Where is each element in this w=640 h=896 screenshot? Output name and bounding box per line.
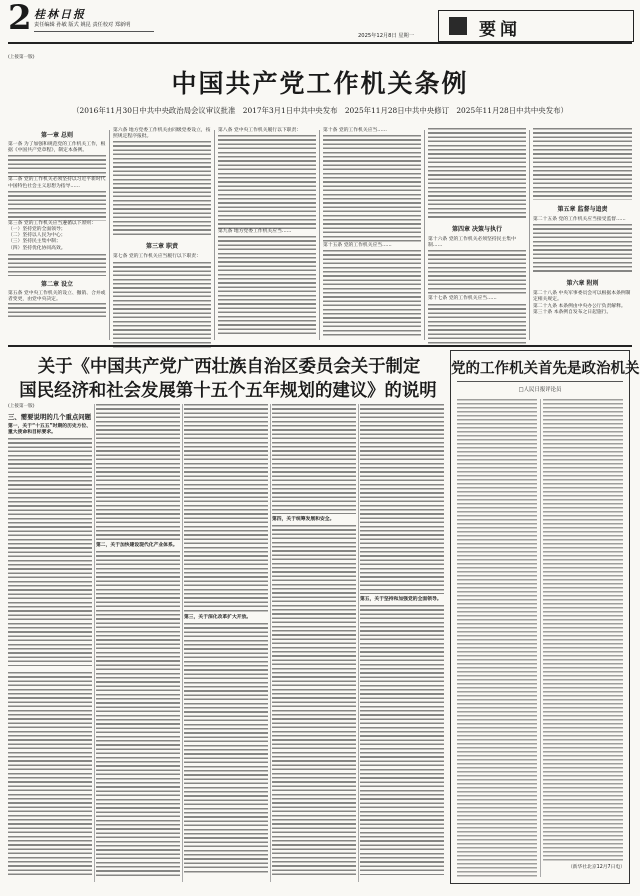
text-block xyxy=(8,438,92,666)
chapter-heading: 第一章 总则 xyxy=(40,132,74,139)
column-divider xyxy=(424,130,425,340)
chapter-heading: 第四章 决策与执行 xyxy=(451,226,503,233)
subtitle-part-4: 2025年11月28日中共中央发布） xyxy=(456,106,568,115)
text-block xyxy=(8,672,92,878)
commentary-col-4 xyxy=(272,404,356,884)
text-block xyxy=(428,128,526,220)
chapter-heading: 第三章 职责 xyxy=(145,243,179,251)
article-6: 第六条 地方党委工作机关由同级党委设立，按照规定程序报批。 xyxy=(113,128,211,140)
article-2: 第二条 党的工作机关必须坚持以习近平新时代中国特色社会主义思想为指导…… xyxy=(8,177,106,189)
text-block xyxy=(8,303,106,317)
column-divider xyxy=(358,404,359,882)
text-block xyxy=(184,404,268,612)
article-30: 第三十条 本条例自发布之日起施行。 xyxy=(533,309,612,315)
text-block xyxy=(184,623,268,875)
commentary-point-5: 第五，关于坚持和加强党的全面领导。 xyxy=(360,597,442,602)
column-6 xyxy=(533,128,632,342)
chapter-heading: 第五章 监督与追责 xyxy=(557,206,608,213)
page-number: 2 xyxy=(8,0,32,38)
commentary-col-1 xyxy=(8,404,92,884)
text-block xyxy=(8,191,106,221)
clause-3: （三）坚持民主集中制； xyxy=(8,239,61,245)
text-block xyxy=(113,141,211,237)
text-block xyxy=(323,135,421,243)
article-5: 第五条 党中央工作机关的设立、撤销、合并或者变更，由党中央决定。 xyxy=(8,290,106,303)
section-tab xyxy=(438,10,634,42)
commentary-point-2: 第二，关于加快建设现代化产业体系。 xyxy=(96,543,178,548)
column-5 xyxy=(428,128,526,342)
continued-note: (上接第一版) xyxy=(8,55,35,60)
column-divider xyxy=(529,130,530,340)
column-divider xyxy=(109,130,110,340)
text-block xyxy=(8,155,106,177)
text-block xyxy=(533,128,632,200)
section-divider xyxy=(8,345,632,347)
side-article-title: 党的工作机关首先是政治机关 xyxy=(451,360,640,377)
section-tab-block xyxy=(449,17,467,35)
article-9: 第九条 地方党委工作机关应当…… xyxy=(218,229,292,235)
column-3 xyxy=(218,128,316,342)
article-1: 第一条 为了加强和规范党的工作机关工作，根据《中国共产党章程》，制定本条例。 xyxy=(8,142,106,154)
text-block xyxy=(323,250,421,336)
article-15: 第十五条 党的工作机关应当…… xyxy=(323,243,392,249)
header-rule xyxy=(8,42,632,44)
main-title: 中国共产党工作机关条例 xyxy=(171,69,469,98)
column-4 xyxy=(323,128,421,342)
chapter-heading: 第六章 附则 xyxy=(566,280,599,288)
subtitle-part-1: （2016年11月30日中共中央政治局会议审议批准 xyxy=(72,106,236,115)
masthead-logo: 桂林日报 xyxy=(34,8,86,21)
commentary-subhead: 三、需要说明的几个重点问题 xyxy=(8,413,92,421)
text-block xyxy=(218,236,316,336)
side-article-box xyxy=(450,350,640,884)
text-block xyxy=(272,525,356,875)
text-block xyxy=(272,404,356,514)
clause-1: （一）坚持党的全面领导； xyxy=(8,227,66,233)
page-header xyxy=(0,0,640,52)
commentary-col-3 xyxy=(184,404,268,884)
clause-2: （二）坚持以人民为中心； xyxy=(8,233,66,239)
staff-line: 责任编辑 孙敏 版式 姚昆 责任校对 郑新明 xyxy=(34,22,131,28)
article-28: 第二十八条 中央军事委员会可以根据本条例制定相关规定。 xyxy=(533,291,631,303)
text-block xyxy=(360,605,444,875)
text-block xyxy=(113,262,211,348)
commentary-continued: (上接第一版) xyxy=(8,404,35,409)
commentary-point-1: 第一，关于“十五五”时期的历史方位、重大使命和目标要求。 xyxy=(8,424,92,436)
column-divider xyxy=(182,404,183,882)
commentary-title-line-2: 国民经济和社会发展第十五个五年规划的建议》的说明 xyxy=(19,381,437,401)
commentary-col-5 xyxy=(360,404,444,884)
article-8: 第八条 党中央工作机关履行以下职责： xyxy=(218,128,302,133)
text-block xyxy=(428,250,526,296)
chapter-heading: 第二章 设立 xyxy=(40,280,74,288)
column-1 xyxy=(8,128,106,342)
article-3: 第三条 党的工作机关应当遵循以下原则： xyxy=(8,220,96,226)
date-line: 2025年12月8日 星期一 xyxy=(358,33,414,39)
text-block xyxy=(428,304,526,346)
section-tab-label: 要闻 xyxy=(479,20,521,40)
column-2 xyxy=(113,128,211,342)
side-byline: □人民日报评论员 xyxy=(518,387,562,393)
column-divider xyxy=(214,130,215,340)
column-divider xyxy=(319,130,320,340)
commentary-point-4: 第四，关于统筹发展和安全。 xyxy=(272,517,335,522)
commentary-title-line-1: 关于《中国共产党广西壮族自治区委员会关于制定 xyxy=(37,357,421,377)
text-block xyxy=(8,254,106,276)
column-divider xyxy=(540,399,541,877)
main-subtitle xyxy=(8,105,632,116)
column-divider xyxy=(270,404,271,882)
clause-4: （四）坚持优化协同高效。 xyxy=(8,245,66,251)
article-17: 第十七条 党的工作机关应当…… xyxy=(428,296,497,302)
text-block xyxy=(218,135,316,229)
subtitle-part-3: 2025年11月28日中共中央修订 xyxy=(344,106,449,115)
article-7: 第七条 党的工作机关应当履行以下职责： xyxy=(113,254,201,260)
article-25: 第二十五条 党的工作机关应当接受监督…… xyxy=(533,217,626,222)
text-block xyxy=(533,224,632,274)
header-ornament xyxy=(34,31,154,38)
text-block xyxy=(360,404,444,594)
commentary-col-2 xyxy=(96,404,180,884)
column-divider xyxy=(94,404,95,882)
commentary-point-3: 第三，关于深化改革扩大开放。 xyxy=(184,615,252,620)
article-29: 第二十九条 本条例由中央办公厅负责解释。 xyxy=(533,303,626,309)
article-16: 第十六条 党的工作机关必须坚持民主集中制…… xyxy=(428,237,516,249)
side-end-note: （新华社北京12月7日电） xyxy=(567,865,625,870)
article-10: 第十条 党的工作机关应当…… xyxy=(323,128,387,133)
side-text-col-1 xyxy=(457,399,537,879)
text-block xyxy=(96,404,180,540)
text-block xyxy=(96,551,180,877)
side-title-rule xyxy=(457,381,623,382)
subtitle-part-2: 2017年3月1日中共中央发布 xyxy=(242,106,338,115)
side-text-col-2 xyxy=(543,399,623,861)
